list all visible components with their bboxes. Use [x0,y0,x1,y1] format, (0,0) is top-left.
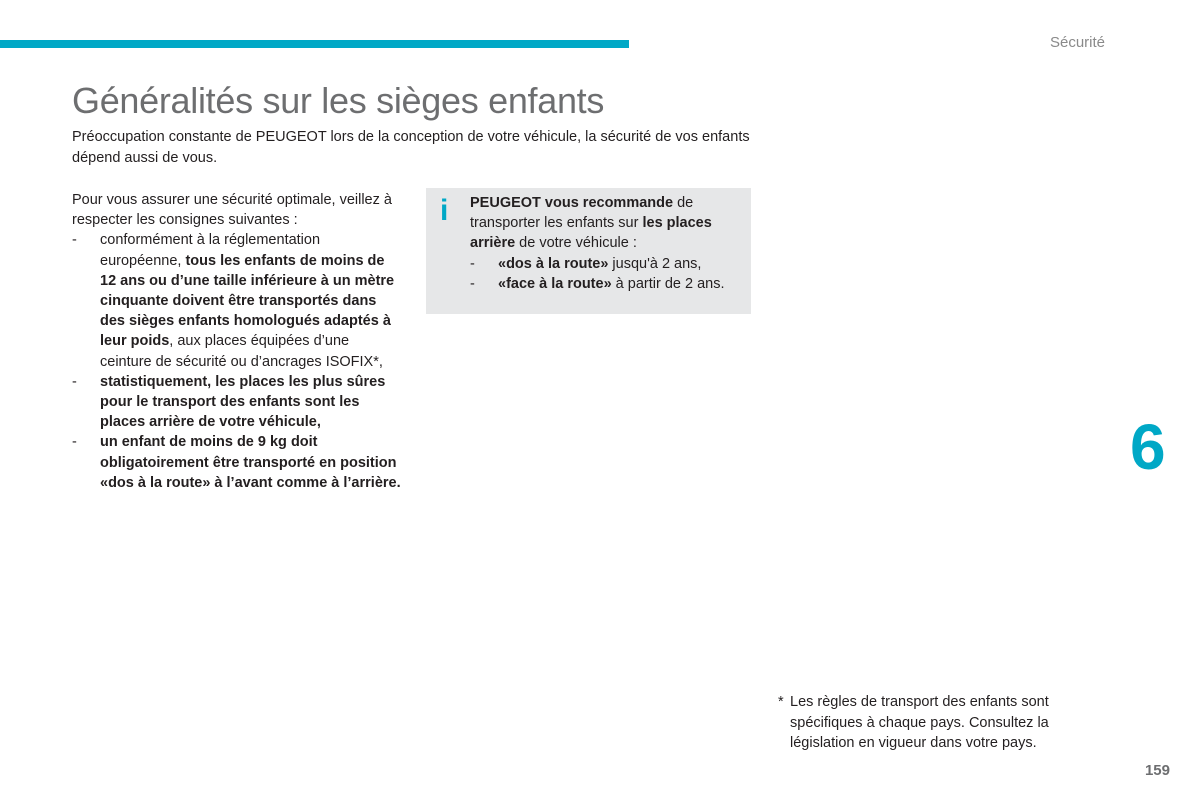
list-item [72,372,402,433]
page-title: Généralités sur les sièges enfants [72,80,605,121]
dash-bullet: - [72,373,77,390]
dash-bullet: - [470,275,475,292]
list-item [72,230,402,371]
info-bold-1: PEUGEOT vous recommande [470,195,674,211]
info-li1-text: jusqu'à 2 ans, [608,255,702,272]
info-box [426,188,751,314]
instructions-lead: Pour vous assurer une sécurité optimale, veillez à respecter les consignes suivantes : [72,192,392,229]
header-accent-bar [0,40,629,48]
dash-bullet: - [72,434,77,451]
item2-text: statistiquement, les places les plus sûres pour le transport des enfants sont les places arrière de votre véhicule, [100,373,386,431]
info-li1-bold: «dos à la route» [498,255,609,272]
list-item [72,432,402,493]
info-list [470,254,745,294]
list-item [470,274,745,294]
info-text-4: de votre véhicule : [515,235,637,252]
list-item [470,254,745,274]
instructions-column [72,190,402,493]
item1-text-c: , aux places équipées d’une ceinture de sécurité ou d’ancrages ISOFIX*, [100,333,383,370]
page-number: 159 [1144,762,1170,779]
info-paragraph [470,193,745,254]
chapter-number: 6 [1130,411,1166,483]
info-text-2: de transporter les enfants sur [470,195,694,232]
item3-text: un enfant de moins de 9 kg doit obligatoirement être transporté en position «dos à la route» à l’avant comme à l’arrière. [100,434,401,491]
item1-text-bold: tous les enfants de moins de 12 ans ou d’une taille inférieure à un mètre cinquante doivent être transportés dans des sièges enfants homologués adaptés à leur poids [100,252,395,350]
info-li2-bold: «face à la route» [498,275,612,292]
dash-bullet: - [72,232,77,249]
intro-paragraph: Préoccupation constante de PEUGEOT lors de la conception de votre véhicule, la sécurité de vos enfants dépend aussi de vous. [72,129,750,166]
info-li2-text: à partir de 2 ans. [611,275,725,292]
footnote-star: * [778,694,784,710]
section-label: Sécurité [1049,34,1105,51]
instructions-list [72,230,402,493]
footnote [778,692,1078,754]
footnote-text: Les règles de transport des enfants sont spécifiques à chaque pays. Consultez la législation en vigueur dans votre pays. [790,694,1049,751]
info-text [470,193,745,294]
item1-text-a: conformément à la réglementation européenne, [100,232,321,269]
info-icon: i [440,194,449,227]
info-bold-3: les places arrière [470,215,712,252]
dash-bullet: - [470,255,475,272]
